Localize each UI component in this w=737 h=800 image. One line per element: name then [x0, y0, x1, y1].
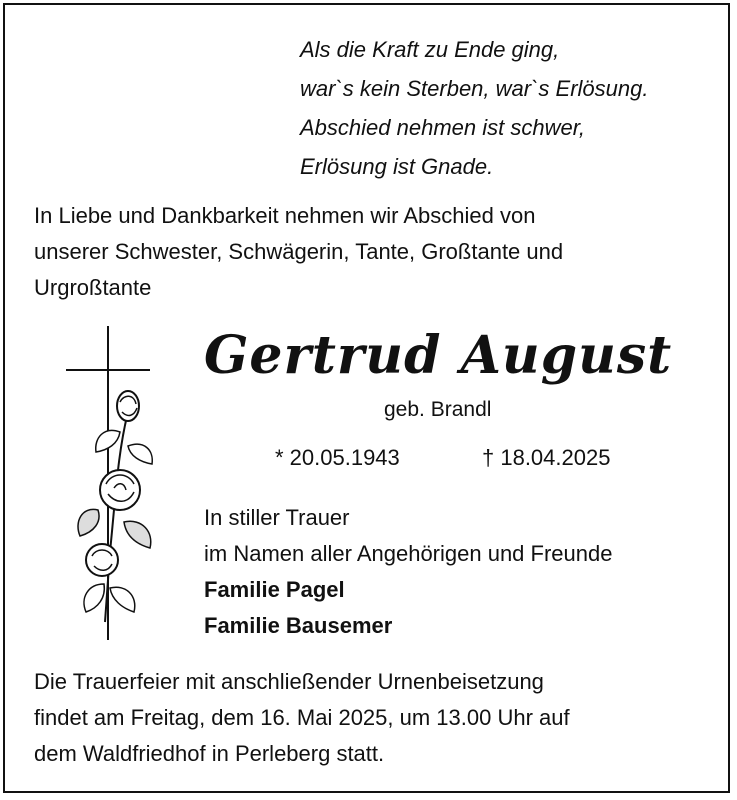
mourners-line: In stiller Trauer	[204, 505, 350, 530]
poem-line: Als die Kraft zu Ende ging,	[300, 37, 560, 62]
intro-line: Urgroßtante	[34, 275, 152, 300]
ceremony-line: Die Trauerfeier mit anschließender Urnenbeisetzung	[34, 669, 544, 694]
mourners	[204, 500, 612, 644]
family-name: Familie Bausemer	[204, 613, 393, 638]
death-date: † 18.04.2025	[482, 445, 611, 470]
birth-date: * 20.05.1943	[275, 445, 400, 470]
poem-line: war`s kein Sterben, war`s Erlösung.	[300, 76, 649, 101]
intro-line: unserer Schwester, Schwägerin, Tante, Großtante und	[34, 239, 564, 264]
family-name: Familie Pagel	[204, 577, 345, 602]
ceremony-line: dem Waldfriedhof in Perleberg statt.	[34, 741, 385, 766]
mourners-line: im Namen aller Angehörigen und Freunde	[204, 541, 613, 566]
birth-name: geb. Brandl	[384, 398, 492, 421]
ceremony-line: findet am Freitag, dem 16. Mai 2025, um 13.00 Uhr auf	[34, 705, 570, 730]
poem	[300, 30, 648, 186]
ceremony-text	[34, 664, 570, 772]
cross-with-rose-icon	[58, 322, 168, 642]
poem-line: Erlösung ist Gnade.	[300, 154, 494, 179]
intro-line: In Liebe und Dankbarkeit nehmen wir Abschied von	[34, 203, 536, 228]
intro-text	[34, 198, 704, 306]
poem-line: Abschied nehmen ist schwer,	[300, 115, 585, 140]
deceased-name: Gertrud August	[204, 325, 673, 386]
